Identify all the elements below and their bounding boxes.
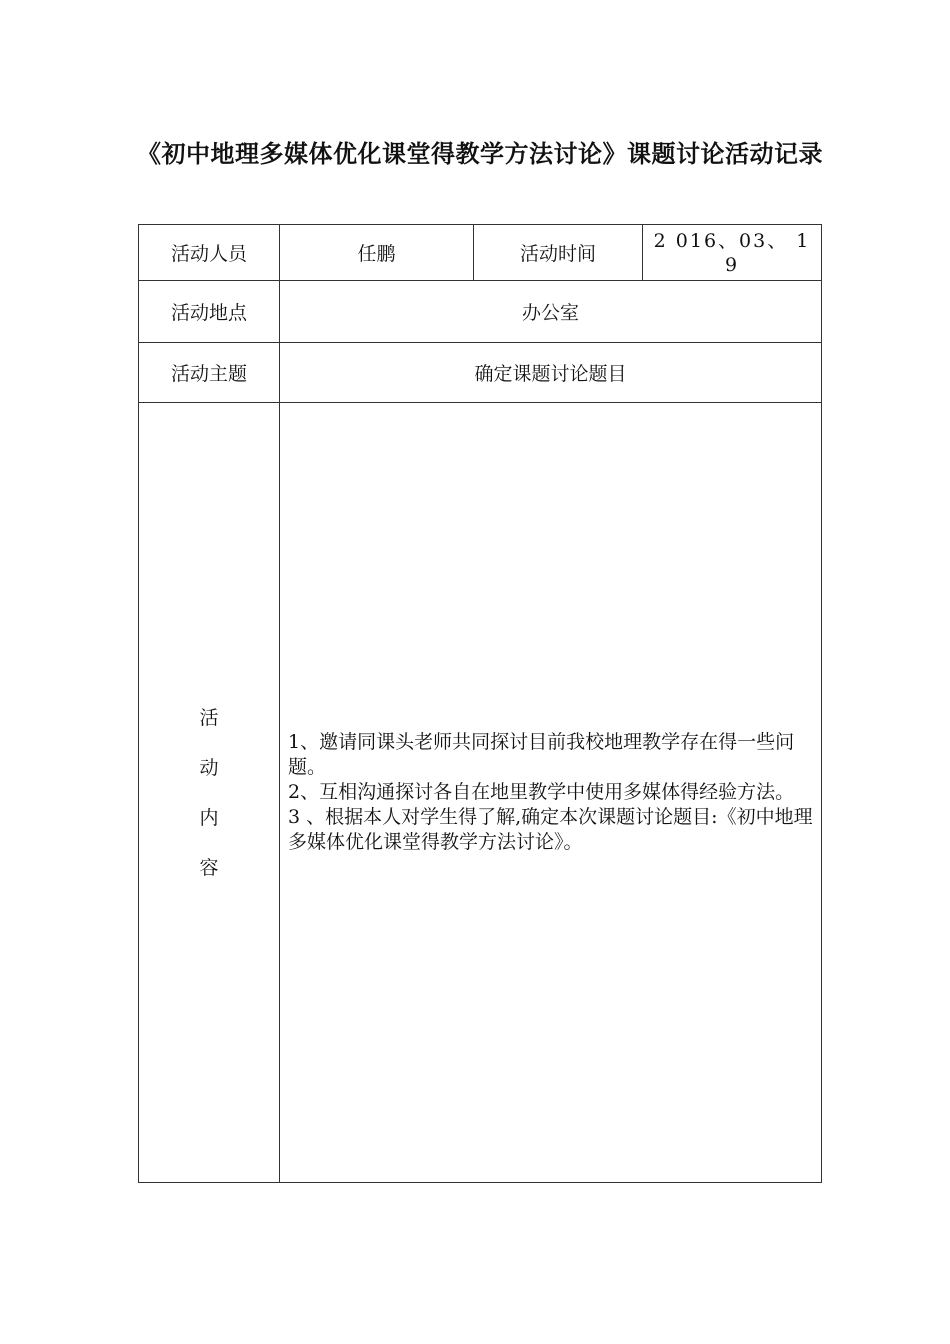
content-item: 2、互相沟通探讨各自在地里教学中使用多媒体得经验方法。 — [288, 781, 795, 803]
content-label-char: 内 — [199, 806, 219, 829]
topic-row — [139, 343, 822, 403]
activity-record-table — [138, 224, 822, 1183]
time-value: 2 016、03、 1 9 — [643, 225, 822, 281]
content-body — [280, 403, 822, 1183]
content-label — [139, 403, 280, 1183]
participant-label: 活动人员 — [139, 225, 280, 281]
content-item: 3 、根据本人对学生得了解,确定本次课题讨论题目:《初中地理多媒体优化课堂得教学方法讨论》。 — [288, 806, 813, 853]
document-title: 《初中地理多媒体优化课堂得教学方法讨论》课题讨论活动记录 — [137, 140, 823, 168]
topic-label: 活动主题 — [139, 343, 280, 403]
participant-row — [139, 225, 822, 281]
location-label: 活动地点 — [139, 281, 280, 343]
participant-value: 任鹏 — [280, 225, 474, 281]
time-label: 活动时间 — [474, 225, 643, 281]
topic-value: 确定课题讨论题目 — [280, 343, 822, 403]
location-value: 办公室 — [280, 281, 822, 343]
content-item: 1、邀请同课头老师共同探讨目前我校地理教学存在得一些问题。 — [288, 731, 795, 778]
content-label-char: 动 — [199, 756, 219, 779]
content-label-char: 容 — [199, 856, 219, 879]
content-row — [139, 403, 822, 1183]
location-row — [139, 281, 822, 343]
content-label-char: 活 — [199, 706, 219, 729]
